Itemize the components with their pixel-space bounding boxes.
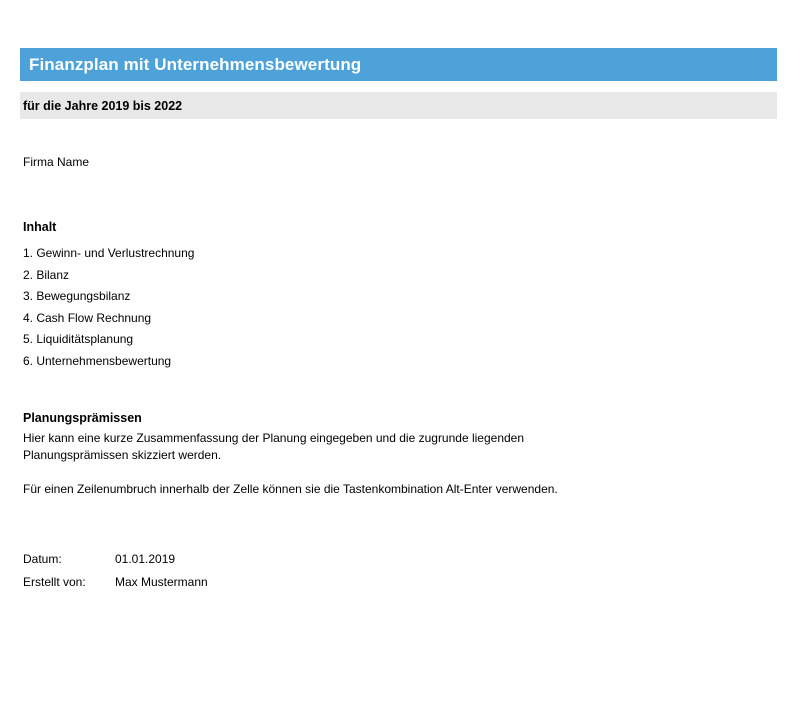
list-item: 2. Bilanz bbox=[23, 267, 70, 282]
list-item: 1. Gewinn- und Verlustrechnung bbox=[23, 246, 195, 260]
page-title: Finanzplan mit Unternehmensbewertung bbox=[29, 54, 362, 74]
author-value: Max Mustermann bbox=[115, 575, 208, 589]
list-item: 5. Liquiditätsplanung bbox=[23, 332, 134, 346]
list-item: 6. Unternehmensbewertung bbox=[23, 353, 172, 368]
author-label: Erstellt von: bbox=[23, 575, 86, 589]
list-item: 4. Cash Flow Rechnung bbox=[23, 310, 152, 325]
list-item: 3. Bewegungsbilanz bbox=[23, 289, 131, 303]
date-value: 01.01.2019 bbox=[115, 552, 176, 566]
page-subtitle: für die Jahre 2019 bis 2022 bbox=[23, 98, 183, 113]
assumptions-heading: Planungsprämissen bbox=[23, 411, 142, 425]
paragraph-spacer bbox=[23, 464, 583, 481]
document-meta bbox=[23, 552, 523, 598]
document-subtitle-bar bbox=[20, 92, 777, 119]
company-name: Firma Name bbox=[23, 155, 90, 169]
document-title-bar bbox=[20, 48, 777, 81]
meta-row-date bbox=[23, 552, 523, 574]
date-label: Datum: bbox=[23, 552, 62, 566]
assumptions-paragraph-2: Für einen Zeilenumbruch innerhalb der Zelle können sie die Tastenkombination Alt-Enter verwenden. bbox=[23, 482, 558, 496]
meta-row-author bbox=[23, 575, 523, 597]
contents-list bbox=[23, 243, 523, 372]
assumptions-paragraph-1: Hier kann eine kurze Zusammenfassung der Planung eingegeben und die zugrunde liegenden Planungsprämissen skizziert werden. bbox=[23, 431, 525, 462]
contents-heading: Inhalt bbox=[23, 220, 57, 234]
assumptions-body bbox=[23, 430, 583, 498]
